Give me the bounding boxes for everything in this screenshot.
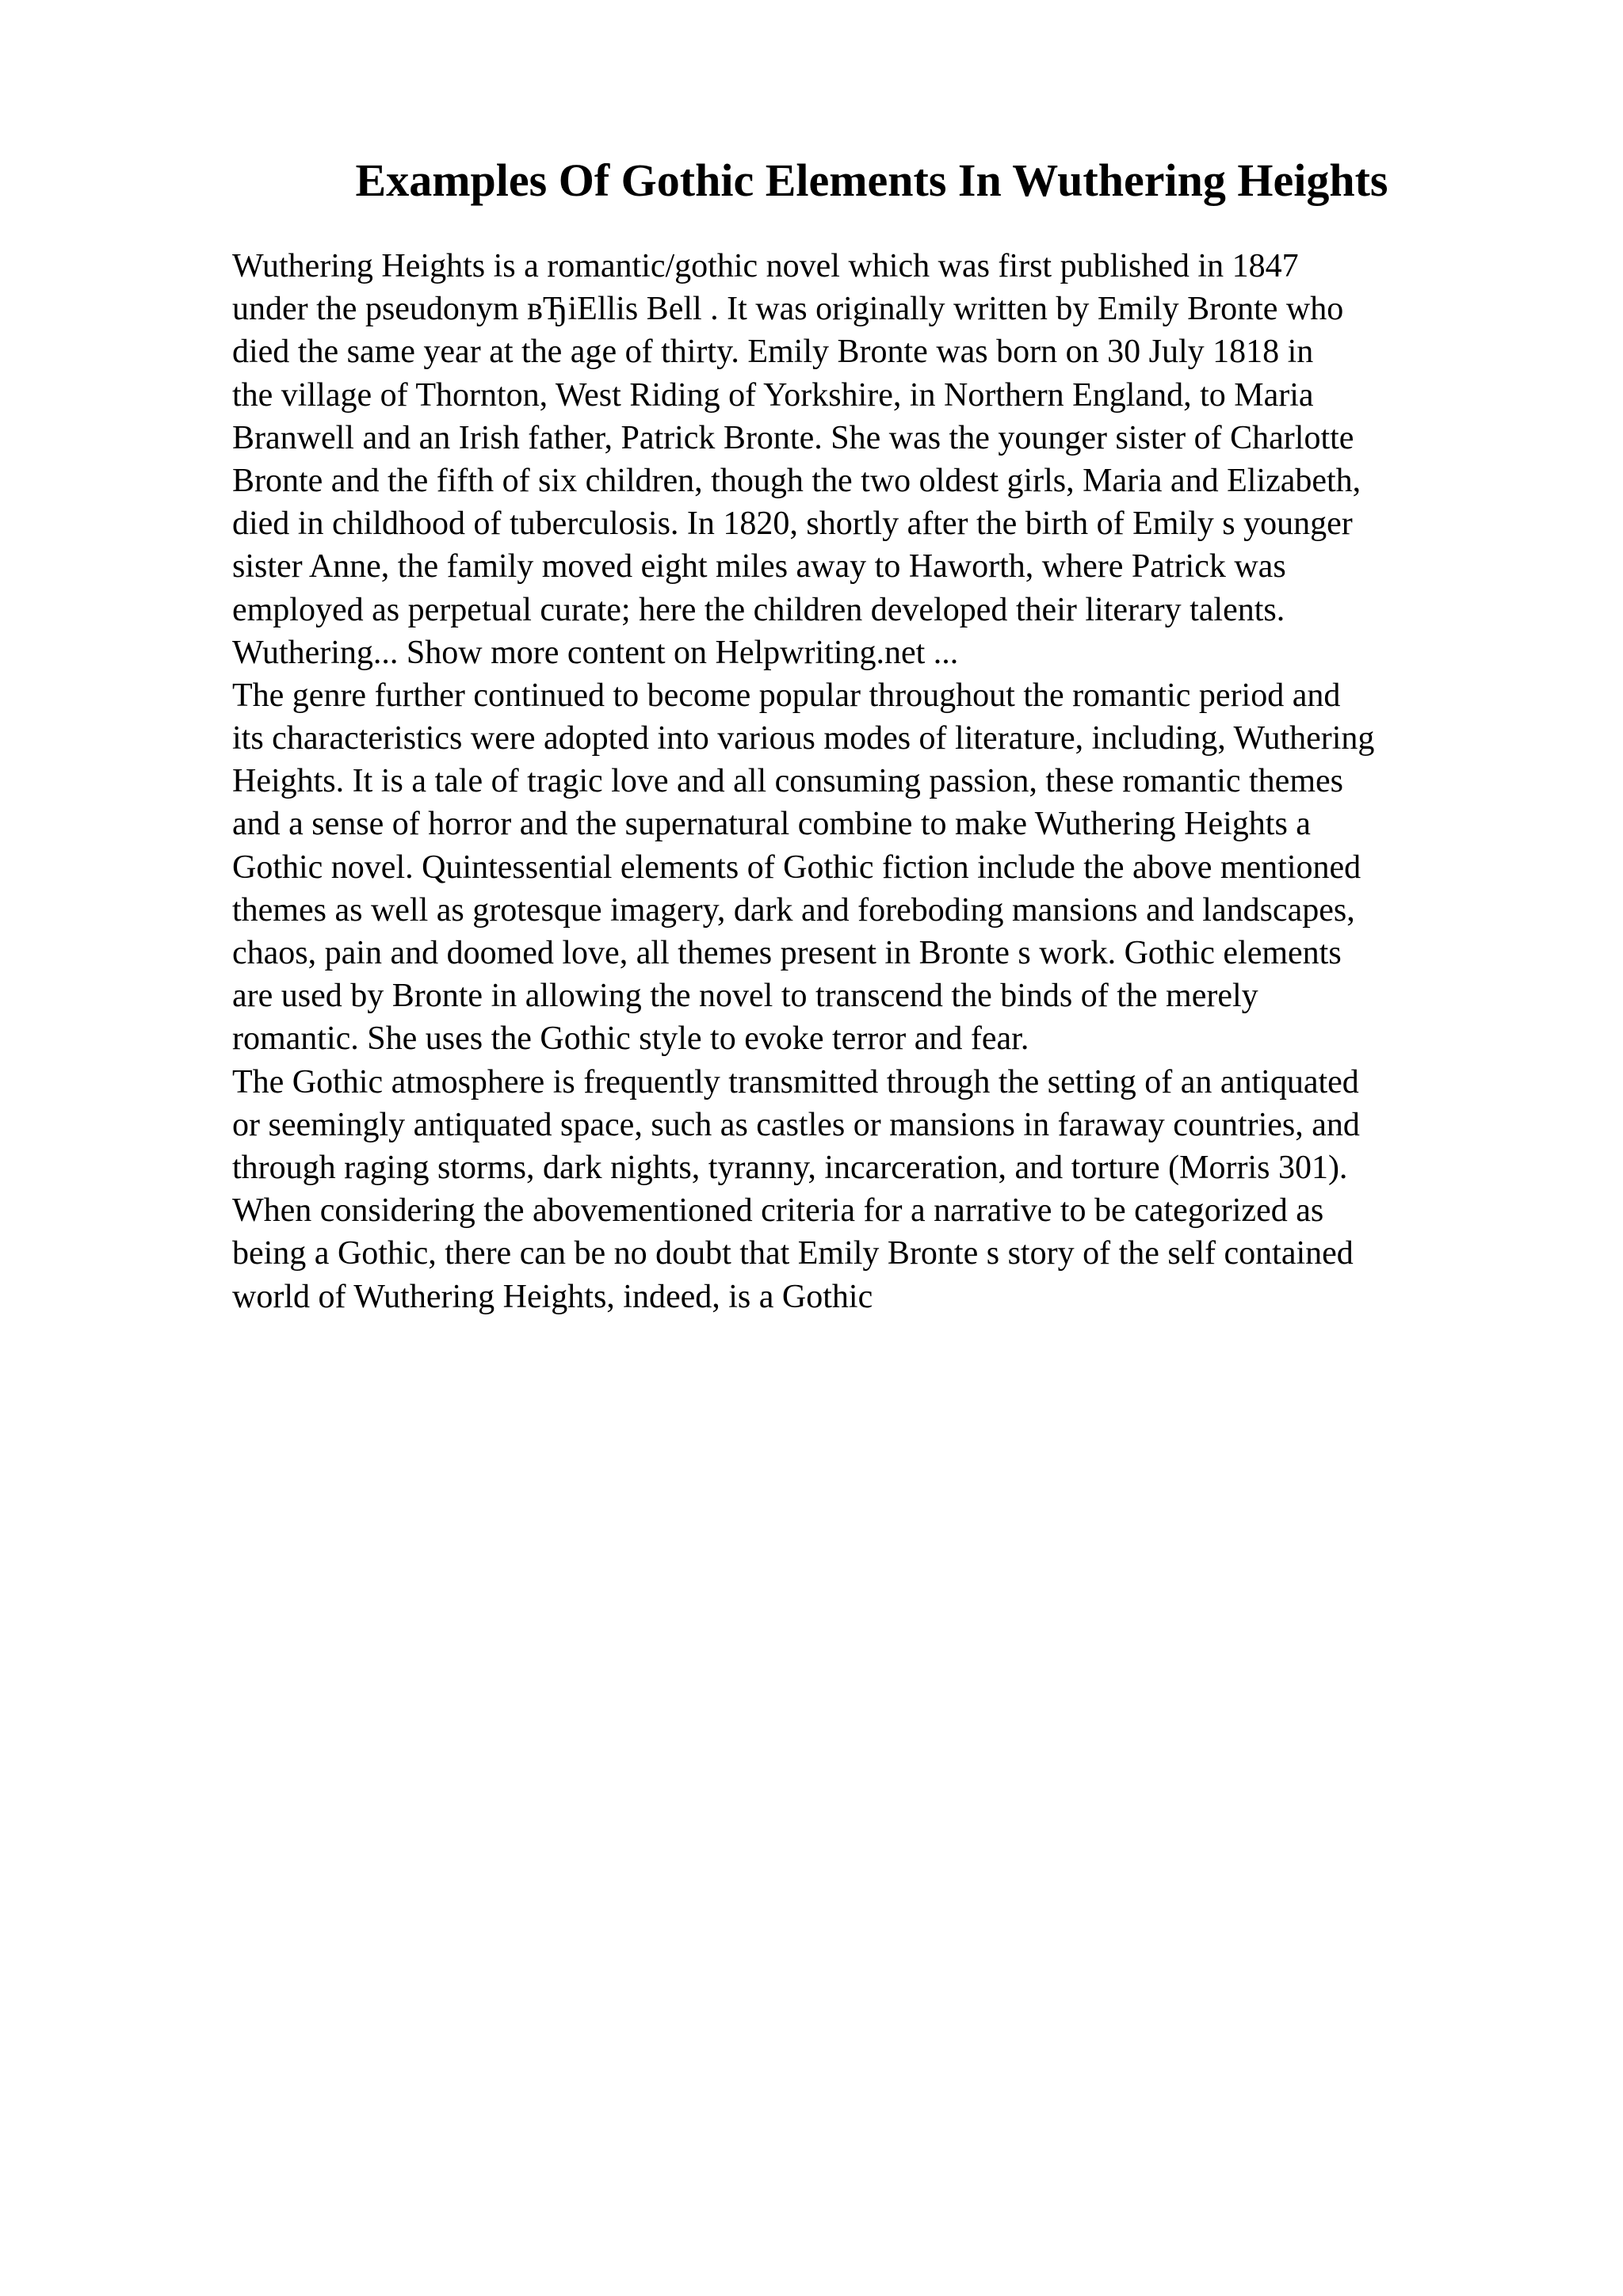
body-line: Gothic novel. Quintessential elements of Gothic fiction include the above mentioned — [232, 849, 1361, 886]
body-line: its characteristics were adopted into various modes of literature, including, Wuthering — [232, 720, 1375, 757]
body-line: Bronte and the fifth of six children, though the two oldest girls, Maria and Elizabeth, — [232, 462, 1361, 499]
page-title: Examples Of Gothic Elements In Wuthering Heights — [355, 154, 1388, 206]
body-line: Wuthering Heights is a romantic/gothic novel which was first published in 1847 — [232, 248, 1299, 284]
body-line: and a sense of horror and the supernatural combine to make Wuthering Heights a — [232, 806, 1311, 843]
body-line: Heights. It is a tale of tragic love and all consuming passion, these romantic themes — [232, 763, 1343, 800]
body-line: being a Gothic, there can be no doubt that Emily Bronte s story of the self contained — [232, 1235, 1354, 1272]
body-line: died in childhood of tuberculosis. In 1820, shortly after the birth of Emily s younger — [232, 505, 1353, 543]
body-line: Branwell and an Irish father, Patrick Bronte. She was the younger sister of Charlotte — [232, 419, 1354, 456]
body-line: the village of Thornton, West Riding of Yorkshire, in Northern England, to Maria — [232, 376, 1314, 414]
body-line: world of Wuthering Heights, indeed, is a Gothic — [232, 1278, 873, 1315]
body-line: employed as perpetual curate; here the children developed their literary talents. — [232, 591, 1285, 628]
body-line: are used by Bronte in allowing the novel to transcend the binds of the merely — [232, 978, 1258, 1015]
body-line: through raging storms, dark nights, tyranny, incarceration, and torture (Morris 301). — [232, 1149, 1348, 1186]
body-line: When considering the abovementioned criteria for a narrative to be categorized as — [232, 1192, 1324, 1230]
body-line: died the same year at the age of thirty. Emily Bronte was born on 30 July 1818 in — [232, 334, 1314, 371]
body-line: or seemingly antiquated space, such as castles or mansions in faraway countries, and — [232, 1106, 1360, 1143]
body-line: romantic. She uses the Gothic style to evoke terror and fear. — [232, 1020, 1029, 1058]
body-line: themes as well as grotesque imagery, dark and foreboding mansions and landscapes, — [232, 891, 1355, 929]
document-body — [232, 245, 1579, 1318]
body-line: The genre further continued to become popular throughout the romantic period and — [232, 677, 1341, 714]
body-line: chaos, pain and doomed love, all themes present in Bronte s work. Gothic elements — [232, 935, 1342, 971]
body-line: Wuthering... Show more content on Helpwriting.net ... — [232, 634, 959, 671]
body-line: under the pseudonym вЂiEllis Bell . It was originally written by Emily Bronte who — [232, 291, 1344, 328]
body-line: The Gothic atmosphere is frequently transmitted through the setting of an antiquated — [232, 1063, 1359, 1100]
body-line: sister Anne, the family moved eight miles away to Haworth, where Patrick was — [232, 548, 1286, 585]
